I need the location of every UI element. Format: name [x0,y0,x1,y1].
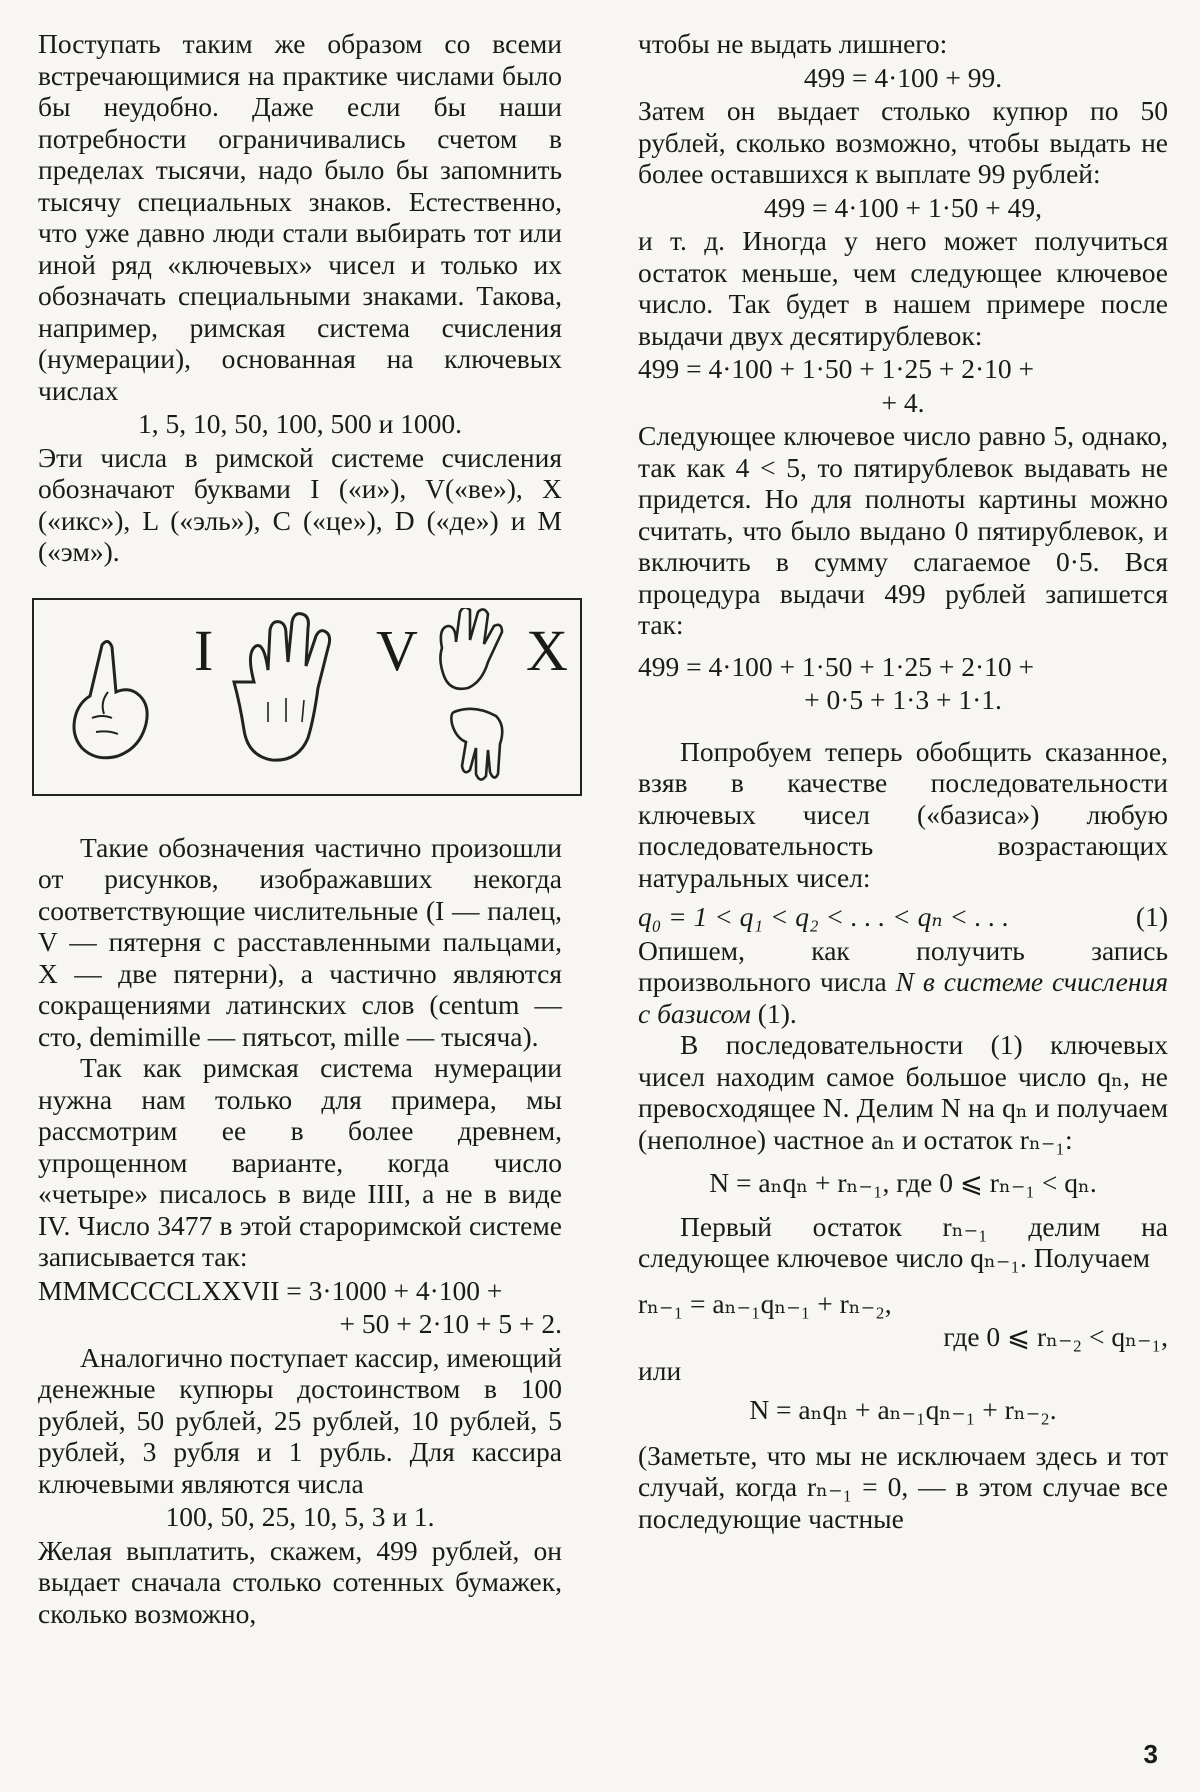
one-finger-hand-illustration [62,630,162,770]
equation-condition: где 0 ⩽ rₙ₋₂ < qₙ₋₁, [943,1321,1168,1352]
paragraph: В последовательности (1) ключевых чисел находим самое большое число qₙ, не превосходящее N. Делим N на qₙ и получаем (неполное) частное aₙ и остаток rₙ₋₁: [638,1029,1168,1155]
equation: 499 = 4·100 + 99. [803,61,1003,93]
basis-sequence-equation [638,901,1168,933]
paragraph: Поступать таким же образом со всеми встречающимися на практике числами было бы неудобно. Даже если бы наши потребности ограничивались счетом в пределах тысячи, надо было бы запомнить тысячу специальных знаков. Естественно, что уже давно люди стали выбирать тот или иной ряд «ключевых» чисел и только их обозначать специальными знаками. Такова, например, римская система счисления (нумерации), основанная на ключевых числах [38,28,562,406]
equation-number: (1) [1135,901,1168,932]
equation: N = aₙqₙ + aₙ₋₁qₙ₋₁ + rₙ₋₂. [749,1394,1057,1425]
left-column [38,28,568,1629]
page-number: 3 [1143,1739,1158,1769]
key-numbers-list: 1, 5, 10, 50, 100, 500 и 1000. [137,408,463,439]
equation-continued: + 4. [881,386,925,418]
paragraph: или [638,1354,682,1386]
two-hands-illustration [434,608,514,788]
paragraph [638,935,1168,1030]
text-run: (1). [750,997,797,1029]
paragraph: Эти числа в римской системе счисления обозначают буквами I («и»), V(«ве»), X («икс»), L («эль»), C («це»), D («де») и M («эм»). [38,441,562,567]
emphasized-text: в системе счисления с базисом [638,966,1168,1029]
paragraph: Попробуем теперь обобщить сказанное, взяв в качестве последовательности ключевых чисел («базиса») любую последовательность возрастающих натуральных чисел: [638,735,1168,893]
paragraph: чтобы не выдать лишнего: [638,28,948,59]
equation: MMMCCCCLXXVII = 3·1000 + 4·100 + [38,1274,503,1306]
numeral-five: V [376,617,418,683]
text-run: Опишем, как получить запись произвольного числа [638,934,1168,997]
open-hand-illustration [232,612,352,782]
paragraph: Такие обозначения частично произошли от рисунков, изображавших некогда соответствующие числительные (I — палец, V — пятерня с расставленными пальцами, X — две пятерни), а частично являются сокращениями латинских слов (centum — сто, demimille — пятьсот, mille — тысяча). [38,831,562,1052]
equation: 499 = 4·100 + 1·50 + 1·25 + 2·10 + [638,650,1035,682]
numeral-one: I [194,617,214,683]
paragraph: Следующее ключевое число равно 5, однако, так как 4 < 5, то пятирублевок выдавать не придется. Но для полноты картины можно считать, что было выдано 0 пятирублевок, и включить в сумму слагаемое 0·5. Вся процедура выдачи 499 рублей запишется так: [638,420,1168,640]
right-column [638,28,1168,1534]
variable-N: N [895,966,914,997]
equation: N = aₙqₙ + rₙ₋₁, где 0 ⩽ rₙ₋₁ < qₙ. [709,1167,1097,1198]
paragraph: Первый остаток rₙ₋₁ делим на следующее ключевое число qₙ₋₁. Получаем [638,1210,1168,1273]
paragraph: (Заметьте, что мы не исключаем здесь и тот случай, когда rₙ₋₁ = 0, — в этом случае все последующие частные [638,1439,1168,1534]
paragraph: Так как римская система нумерации нужна нам только для примера, мы рассмотрим ее в более древнем, упрощенном варианте, когда число «четыре» писалось в виде IIII, а не в виде IV. Число 3477 в этой староримской системе записывается так: [38,1052,562,1272]
cashier-key-numbers: 100, 50, 25, 10, 5, 3 и 1. [165,1501,435,1532]
equation: rₙ₋₁ = aₙ₋₁qₙ₋₁ + rₙ₋₂, [638,1287,892,1319]
equation: 499 = 4·100 + 1·50 + 49, [764,191,1042,223]
equation-text: q₀ = 1 < q₁ < q₂ < . . . < qₙ < . . . [638,901,1010,932]
equation-continued: + 0·5 + 1·3 + 1·1. [804,684,1002,715]
paragraph: Затем он выдает столько купюр по 50 рублей, сколько возможно, чтобы выдать не более оставшихся к выплате 99 рублей: [638,95,1168,189]
numeral-ten: X [526,617,568,683]
paragraph: Желая выплатить, скажем, 499 рублей, он выдает сначала столько сотенных бумажек, сколько возможно, [38,1534,562,1629]
equation-continued: + 50 + 2·10 + 5 + 2. [339,1308,562,1339]
roman-numerals-hands-figure [32,598,582,796]
paragraph: Аналогично поступает кассир, имеющий денежные купюры достоинством в 100 рублей, 50 рублей, 25 рублей, 10 рублей, 5 рублей, 3 рубля и 1 рубль. Для кассира ключевыми являются числа [38,1341,562,1499]
paragraph: и т. д. Иногда у него может получиться остаток меньше, чем следующее ключевое число. Так будет в нашем примере после выдачи двух десятирублевок: [638,225,1168,351]
equation: 499 = 4·100 + 1·50 + 1·25 + 2·10 + [638,353,1035,384]
